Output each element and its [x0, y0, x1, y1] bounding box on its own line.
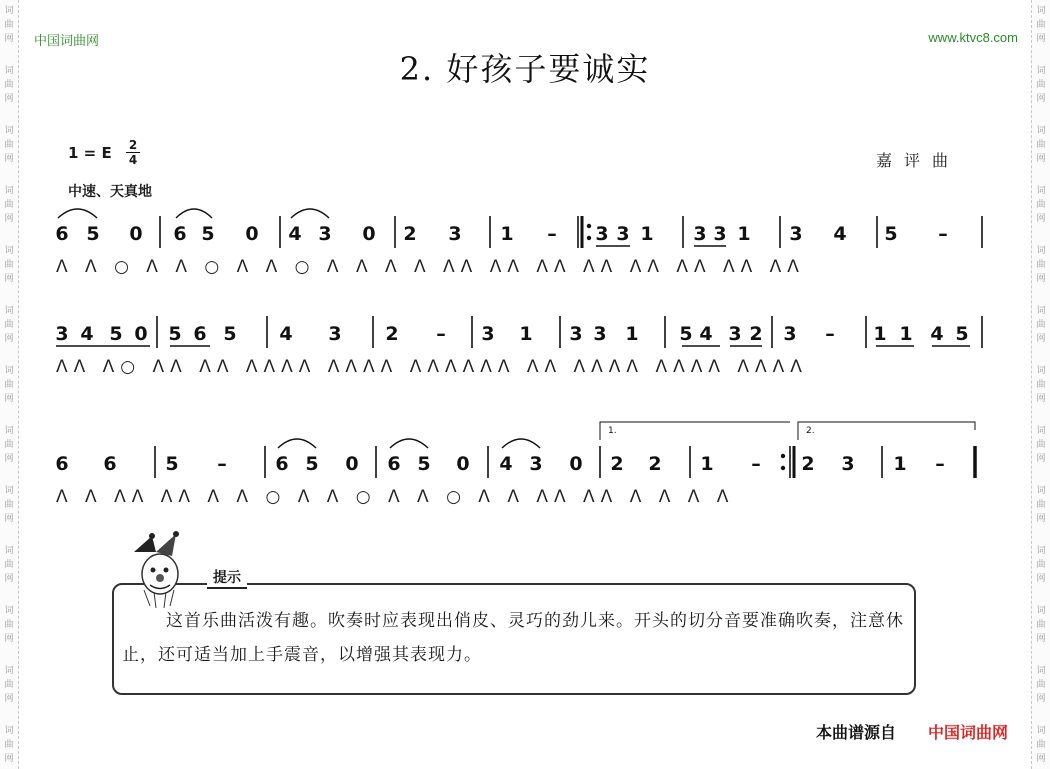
slur-arc [58, 209, 97, 218]
time-denominator: 4 [128, 153, 138, 167]
clown-icon [122, 530, 202, 610]
watermark-char: 网 [4, 274, 14, 284]
jianpu-note: 2 [801, 453, 815, 475]
jianpu-note: 0 [134, 323, 148, 345]
watermark-char: 曲 [1036, 380, 1046, 390]
footer-site-link[interactable]: 中国词曲网 [928, 723, 1009, 742]
jianpu-note: 3 [55, 323, 69, 345]
jianpu-note: 5 [679, 323, 693, 345]
slur-arc [502, 439, 540, 448]
jianpu-note: 0 [345, 453, 359, 475]
jianpu-note: 5 [109, 323, 123, 345]
tip-text: 这首乐曲活泼有趣。吹奏时应表现出俏皮、灵巧的劲儿来。开头的切分音要准确吹奏，注意休止，还可适当加上手震音，以增强其表现力。 [122, 611, 904, 665]
jianpu-note: 3 [693, 223, 707, 245]
jianpu-note: 1 [700, 453, 714, 475]
site-url-top-right: www.ktvc8.com [928, 30, 1018, 45]
watermark-char: 网 [4, 394, 14, 404]
watermark-char: 曲 [4, 380, 14, 390]
slur-arc [291, 209, 329, 218]
jianpu-note: 2 [385, 323, 399, 345]
jianpu-note: 6 [173, 223, 187, 245]
watermark-char: 网 [4, 634, 14, 644]
jianpu-note: 3 [481, 323, 495, 345]
watermark-char: 网 [4, 754, 14, 764]
watermark-char: 网 [1036, 514, 1046, 524]
jianpu-note: 3 [328, 323, 342, 345]
jianpu-note: 5 [86, 223, 100, 245]
composer: 嘉评曲 [876, 151, 961, 170]
jianpu-note: 2 [749, 323, 763, 345]
jianpu-note: 0 [129, 223, 143, 245]
watermark-char: 曲 [4, 740, 14, 750]
watermark-char: 曲 [1036, 680, 1046, 690]
watermark-char: 曲 [1036, 80, 1046, 90]
watermark-char: 词 [4, 546, 14, 556]
watermark-char: 曲 [4, 320, 14, 330]
watermark-char: 网 [1036, 574, 1046, 584]
watermark-char: 词 [4, 666, 14, 676]
jianpu-note: 4 [499, 453, 513, 475]
repeat-dot [587, 236, 591, 240]
watermark-char: 曲 [4, 260, 14, 270]
jianpu-note: 1 [873, 323, 887, 345]
watermark-char: 词 [1036, 666, 1046, 676]
site-name-top-left: 中国词曲网 [34, 34, 100, 49]
jianpu-note: 3 [789, 223, 803, 245]
jianpu-note: 0 [245, 223, 259, 245]
watermark-char: 曲 [1036, 740, 1046, 750]
breath-marks-row: ΛΛ Λ○ ΛΛ ΛΛ ΛΛΛΛ ΛΛΛΛ ΛΛΛΛΛΛ ΛΛ ΛΛΛΛ ΛΛΛΛ ΛΛΛΛ [56, 357, 808, 377]
watermark-char: 词 [4, 726, 14, 736]
watermark-char: 词 [4, 426, 14, 436]
jianpu-note: 3 [841, 453, 855, 475]
jianpu-note: 3 [595, 223, 609, 245]
slur-arc [176, 209, 212, 218]
jianpu-note: – [217, 453, 227, 475]
volta-label-first: 1. [608, 426, 617, 436]
jianpu-note: 1 [899, 323, 913, 345]
watermark-char: 词 [1036, 126, 1046, 136]
watermark-char: 曲 [1036, 620, 1046, 630]
jianpu-note: 5 [884, 223, 898, 245]
watermark-char: 网 [4, 214, 14, 224]
jianpu-note: 2 [403, 223, 417, 245]
jianpu-note: 1 [640, 223, 654, 245]
key-signature: 1 = E [68, 144, 112, 162]
watermark-char: 网 [4, 694, 14, 704]
watermark-char: 网 [4, 514, 14, 524]
jianpu-note: 0 [569, 453, 583, 475]
jianpu-note: 5 [223, 323, 237, 345]
slur-arc [278, 439, 316, 448]
jianpu-note: 0 [456, 453, 470, 475]
jianpu-note: 5 [165, 453, 179, 475]
watermark-char: 词 [4, 186, 14, 196]
watermark-char: 曲 [1036, 140, 1046, 150]
jianpu-note: 5 [201, 223, 215, 245]
watermark-char: 网 [1036, 154, 1046, 164]
jianpu-note: 1 [625, 323, 639, 345]
watermark-char: 网 [1036, 274, 1046, 284]
watermark-char: 曲 [4, 680, 14, 690]
breath-marks-row: Λ Λ ΛΛ ΛΛ Λ Λ ○ Λ Λ ○ Λ Λ ○ Λ Λ ΛΛ ΛΛ Λ Λ Λ Λ [56, 487, 735, 507]
jianpu-note: 3 [783, 323, 797, 345]
jianpu-note: 4 [699, 323, 713, 345]
volta-label-second: 2. [806, 426, 815, 436]
jianpu-note: – [825, 323, 835, 345]
volta-bracket-second [798, 422, 975, 440]
jianpu-note: 6 [275, 453, 289, 475]
jianpu-note: 2 [610, 453, 624, 475]
jianpu-note: 1 [519, 323, 533, 345]
watermark-char: 网 [1036, 214, 1046, 224]
slur-arc [390, 439, 428, 448]
jianpu-note: 5 [417, 453, 431, 475]
jianpu-note: 6 [55, 223, 69, 245]
jianpu-note: 6 [55, 453, 69, 475]
watermark-char: 网 [4, 334, 14, 344]
watermark-char: 词 [1036, 366, 1046, 376]
watermark-char: 网 [4, 154, 14, 164]
watermark-char: 网 [1036, 94, 1046, 104]
jianpu-note: 3 [728, 323, 742, 345]
watermark-char: 曲 [4, 500, 14, 510]
jianpu-note: 5 [168, 323, 182, 345]
watermark-char: 词 [4, 246, 14, 256]
song-title: 2. 好孩子要诚实 [399, 50, 651, 88]
watermark-char: 词 [1036, 606, 1046, 616]
repeat-dot [781, 466, 785, 470]
repeat-dot [587, 224, 591, 228]
time-numerator: 2 [128, 138, 138, 152]
jianpu-note: 3 [318, 223, 332, 245]
tip-label: 提示 [207, 566, 247, 589]
jianpu-note: 1 [893, 453, 907, 475]
watermark-char: 网 [1036, 754, 1046, 764]
watermark-char: 曲 [1036, 20, 1046, 30]
tempo-marking: 中速、天真地 [68, 184, 152, 200]
jianpu-note: 3 [593, 323, 607, 345]
watermark-char: 词 [4, 6, 14, 16]
watermark-char: 词 [4, 606, 14, 616]
jianpu-note: 4 [930, 323, 944, 345]
watermark-char: 曲 [4, 20, 14, 30]
watermark-char: 词 [4, 486, 14, 496]
watermark-char: 词 [1036, 426, 1046, 436]
volta-bracket-first [600, 422, 790, 440]
jianpu-note: 3 [529, 453, 543, 475]
watermark-char: 词 [1036, 726, 1046, 736]
jianpu-note: – [938, 223, 948, 245]
jianpu-note: 6 [103, 453, 117, 475]
watermark-char: 曲 [4, 440, 14, 450]
jianpu-note: – [935, 453, 945, 475]
watermark-char: 词 [4, 126, 14, 136]
jianpu-note: 2 [648, 453, 662, 475]
jianpu-note: 6 [387, 453, 401, 475]
jianpu-note: – [547, 223, 557, 245]
watermark-char: 网 [4, 94, 14, 104]
jianpu-note: 4 [288, 223, 302, 245]
jianpu-note: 1 [737, 223, 751, 245]
watermark-char: 曲 [4, 560, 14, 570]
watermark-char: 曲 [1036, 260, 1046, 270]
watermark-char: 曲 [1036, 320, 1046, 330]
jianpu-note: 3 [569, 323, 583, 345]
watermark-char: 曲 [4, 620, 14, 630]
watermark-char: 曲 [1036, 500, 1046, 510]
jianpu-note: 4 [279, 323, 293, 345]
jianpu-note: 3 [713, 223, 727, 245]
watermark-char: 曲 [4, 140, 14, 150]
jianpu-note: 1 [500, 223, 514, 245]
watermark-char: 词 [4, 66, 14, 76]
watermark-char: 曲 [4, 200, 14, 210]
jianpu-note: 4 [833, 223, 847, 245]
repeat-dot [781, 454, 785, 458]
footer-source-label: 本曲谱源自 [816, 723, 897, 742]
breath-marks-row: Λ Λ ○ Λ Λ ○ Λ Λ ○ Λ Λ Λ Λ ΛΛ ΛΛ ΛΛ ΛΛ ΛΛ ΛΛ ΛΛ ΛΛ [56, 257, 805, 277]
watermark-char: 曲 [1036, 440, 1046, 450]
watermark-char: 词 [1036, 66, 1046, 76]
watermark-char: 词 [1036, 486, 1046, 496]
watermark-char: 网 [4, 454, 14, 464]
jianpu-note: – [436, 323, 446, 345]
watermark-char: 网 [4, 574, 14, 584]
watermark-char: 网 [1036, 34, 1046, 44]
watermark-char: 网 [1036, 454, 1046, 464]
watermark-char: 词 [4, 306, 14, 316]
watermark-char: 词 [1036, 306, 1046, 316]
watermark-char: 词 [1036, 6, 1046, 16]
jianpu-note: 5 [305, 453, 319, 475]
jianpu-note: 4 [80, 323, 94, 345]
watermark-char: 网 [1036, 634, 1046, 644]
jianpu-note: 6 [193, 323, 207, 345]
watermark-char: 网 [1036, 694, 1046, 704]
jianpu-note: 3 [616, 223, 630, 245]
watermark-char: 网 [1036, 334, 1046, 344]
jianpu-note: 3 [448, 223, 462, 245]
watermark-char: 曲 [4, 80, 14, 90]
jianpu-note: – [751, 453, 761, 475]
watermark-char: 词 [1036, 546, 1046, 556]
watermark-char: 网 [1036, 394, 1046, 404]
watermark-char: 曲 [1036, 200, 1046, 210]
watermark-char: 词 [4, 366, 14, 376]
jianpu-note: 5 [955, 323, 969, 345]
jianpu-note: 0 [362, 223, 376, 245]
watermark-char: 词 [1036, 246, 1046, 256]
watermark-char: 词 [1036, 186, 1046, 196]
watermark-char: 网 [4, 34, 14, 44]
watermark-char: 曲 [1036, 560, 1046, 570]
